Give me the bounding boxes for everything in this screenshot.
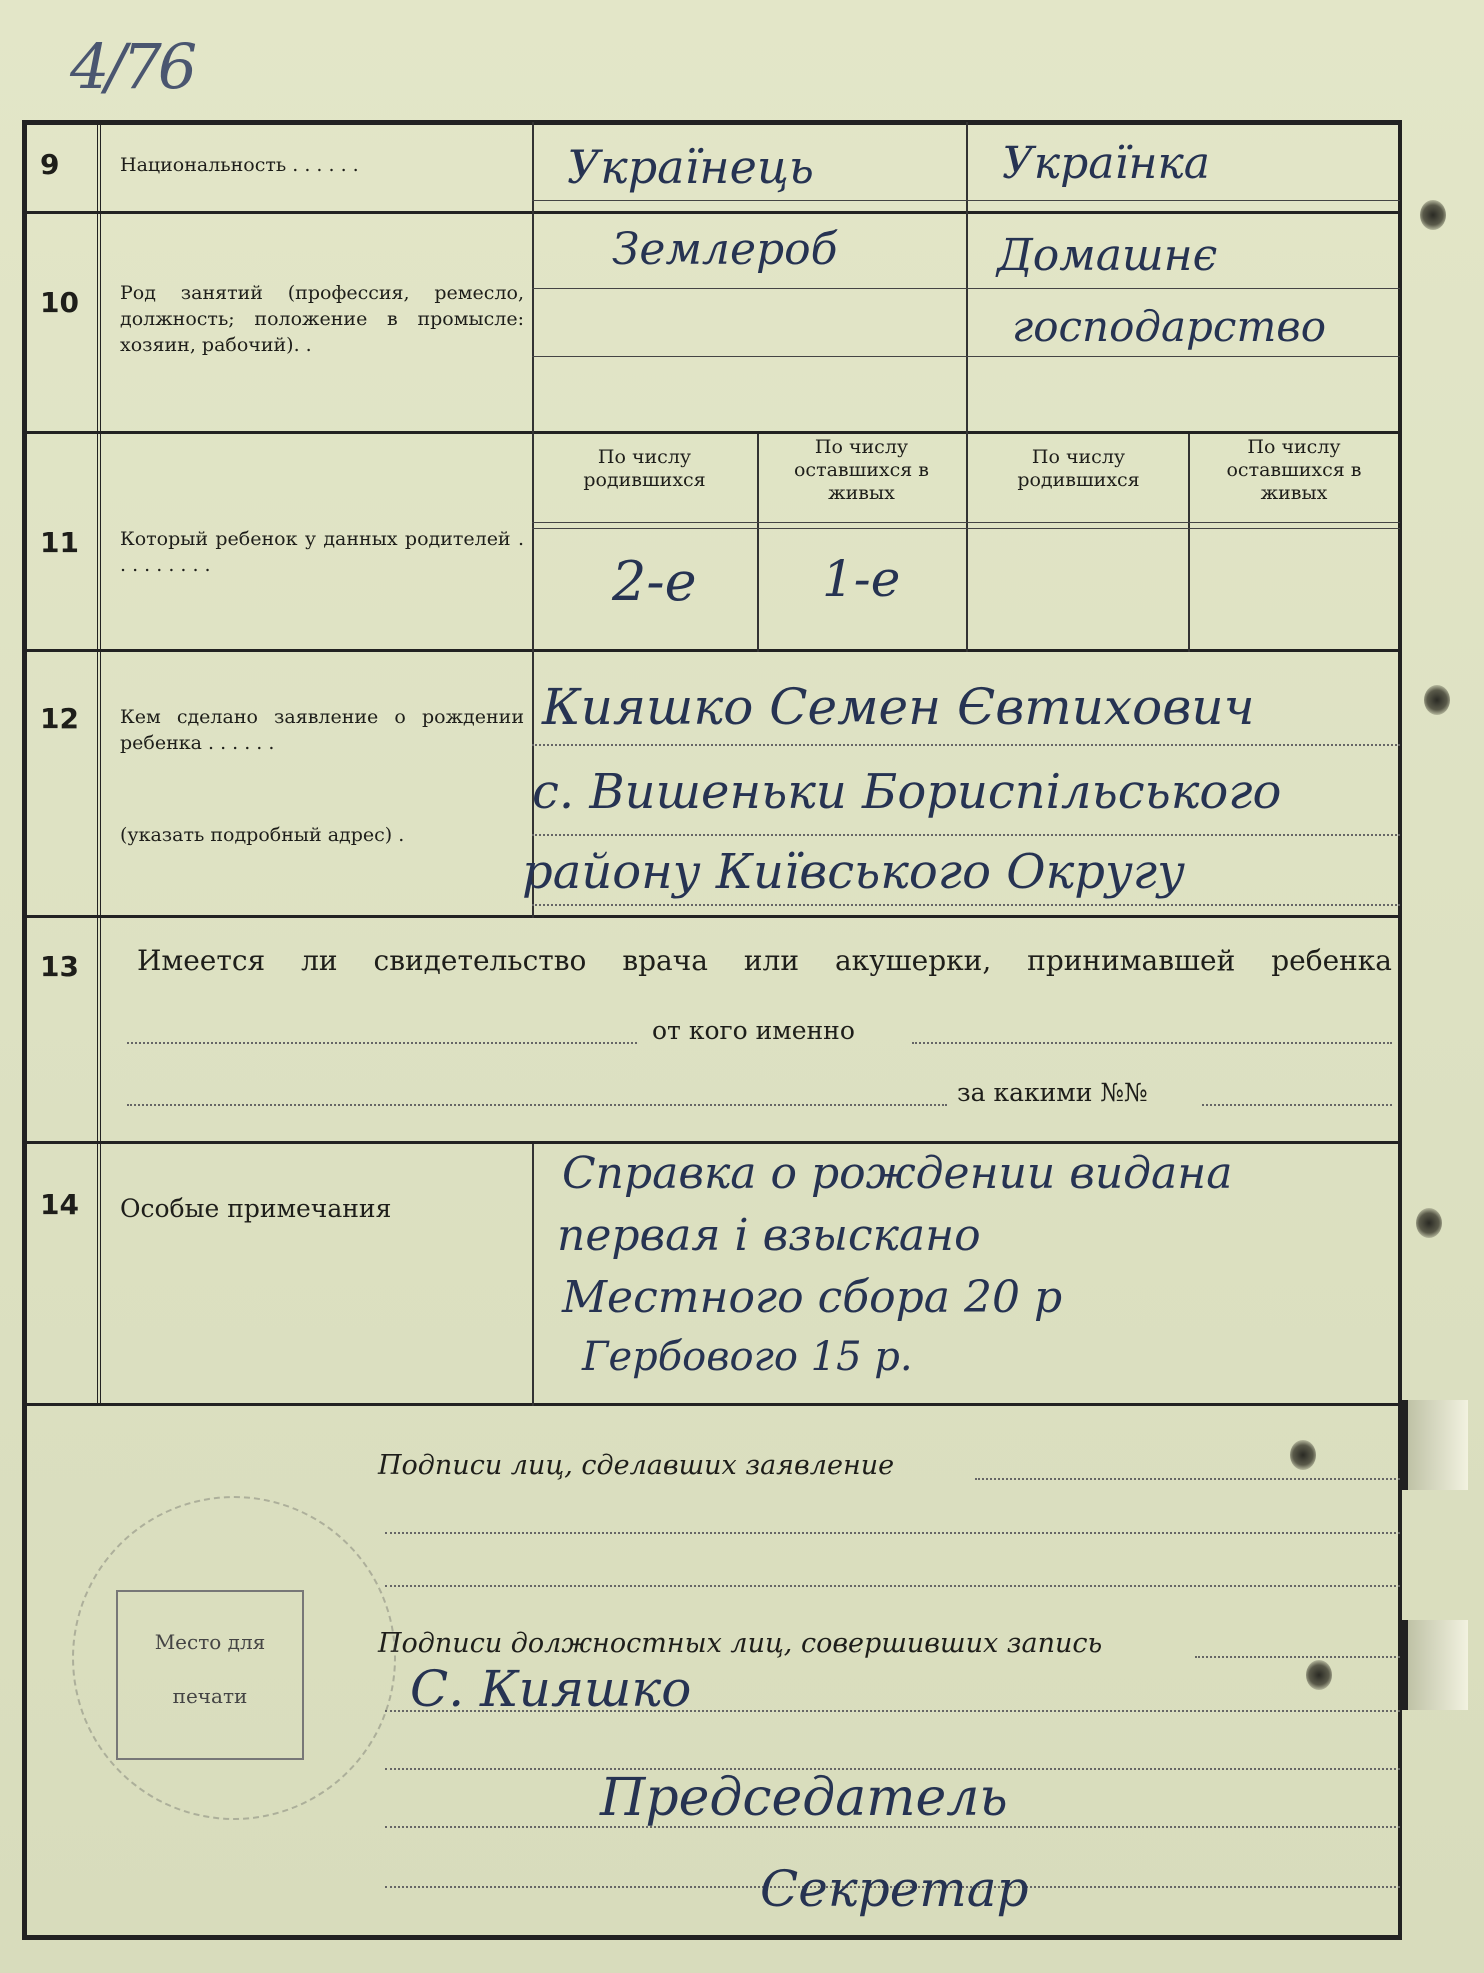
stamp-label-line1: Место для [154,1630,266,1654]
notes-line4: Гербового 15 р. [582,1334,913,1380]
binding-hole [1416,1208,1442,1238]
certificate-question: Имеется ли свидетельство врача или акушерки, принимавшей ребенка [137,944,1392,977]
binding-hole [1290,1440,1316,1470]
address-label: (указать подробный адрес) . [120,824,405,846]
official-signature-3: Секретар [760,1860,1029,1918]
declarant-name: Кияшко Семен Євтихович [542,678,1255,736]
row-10 [22,214,1402,434]
row-label: Национальность . . . . . . [120,154,359,176]
binding-hole [1420,200,1446,230]
col-born-father: По числу родившихся [583,446,706,491]
row-11 [22,434,1402,652]
row-label: Род занятий (профессия, ремесло, должность; положение в промысле: хозяин, рабочий). . [120,282,524,356]
row-12 [22,652,1402,918]
row-number: 13 [22,918,101,1141]
row-number: 11 [22,434,101,649]
row-label: Кем сделано заявление о рождении ребенка . . . . . . [120,706,524,754]
stamp-label-line2: печати [172,1684,248,1708]
official-signature-2: Председатель [600,1768,1008,1828]
father-nationality: Українець [567,140,814,194]
notes-line3: Местного сбора 20 р [562,1272,1063,1323]
mother-occupation-line1: Домашнє [997,230,1218,281]
row-number: 12 [22,652,101,915]
row-13 [22,918,1402,1144]
col-born-mother: По числу родившихся [1017,446,1140,491]
stamp-place-box [116,1590,304,1760]
row-14 [22,1144,1402,1406]
binding-hole [1424,685,1450,715]
row-9 [22,122,1402,214]
row-number: 9 [22,122,101,211]
father-alive-order: 1-е [822,550,901,608]
mother-occupation-line2: господарство [1012,302,1326,351]
father-occupation: Землероб [612,224,838,275]
row-label: Который ребенок у данных родителей . . . . . . . . . [120,528,524,576]
numbers-label: за какими №№ [957,1078,1148,1107]
binding-tab [1402,1400,1468,1490]
officials-signature-label: Подписи должностных лиц, совершивших запись [378,1628,1103,1659]
father-born-order: 2-е [612,550,697,613]
mother-nationality: Українка [1002,138,1211,189]
row-label: Особые примечания [120,1194,392,1223]
row-number: 10 [22,214,101,431]
col-alive-mother: По числу оставшихся в живых [1226,436,1362,504]
corner-note: 4/76 [70,30,194,103]
binding-tab [1402,1620,1468,1710]
official-signature-1: С. Кияшко [410,1660,692,1718]
notes-line1: Справка о рождении видана [562,1148,1233,1199]
binding-hole [1306,1660,1332,1690]
declarant-address-line1: с. Вишеньки Бориспільського [532,764,1282,820]
from-whom-label: от кого именно [652,1016,855,1045]
applicants-signature-label: Подписи лиц, сделавших заявление [378,1450,895,1481]
row-number: 14 [22,1144,101,1403]
col-alive-father: По числу оставшихся в живых [793,436,930,504]
notes-line2: первая і взыскано [557,1210,981,1261]
declarant-address-line2: району Київського Округу [522,844,1185,900]
